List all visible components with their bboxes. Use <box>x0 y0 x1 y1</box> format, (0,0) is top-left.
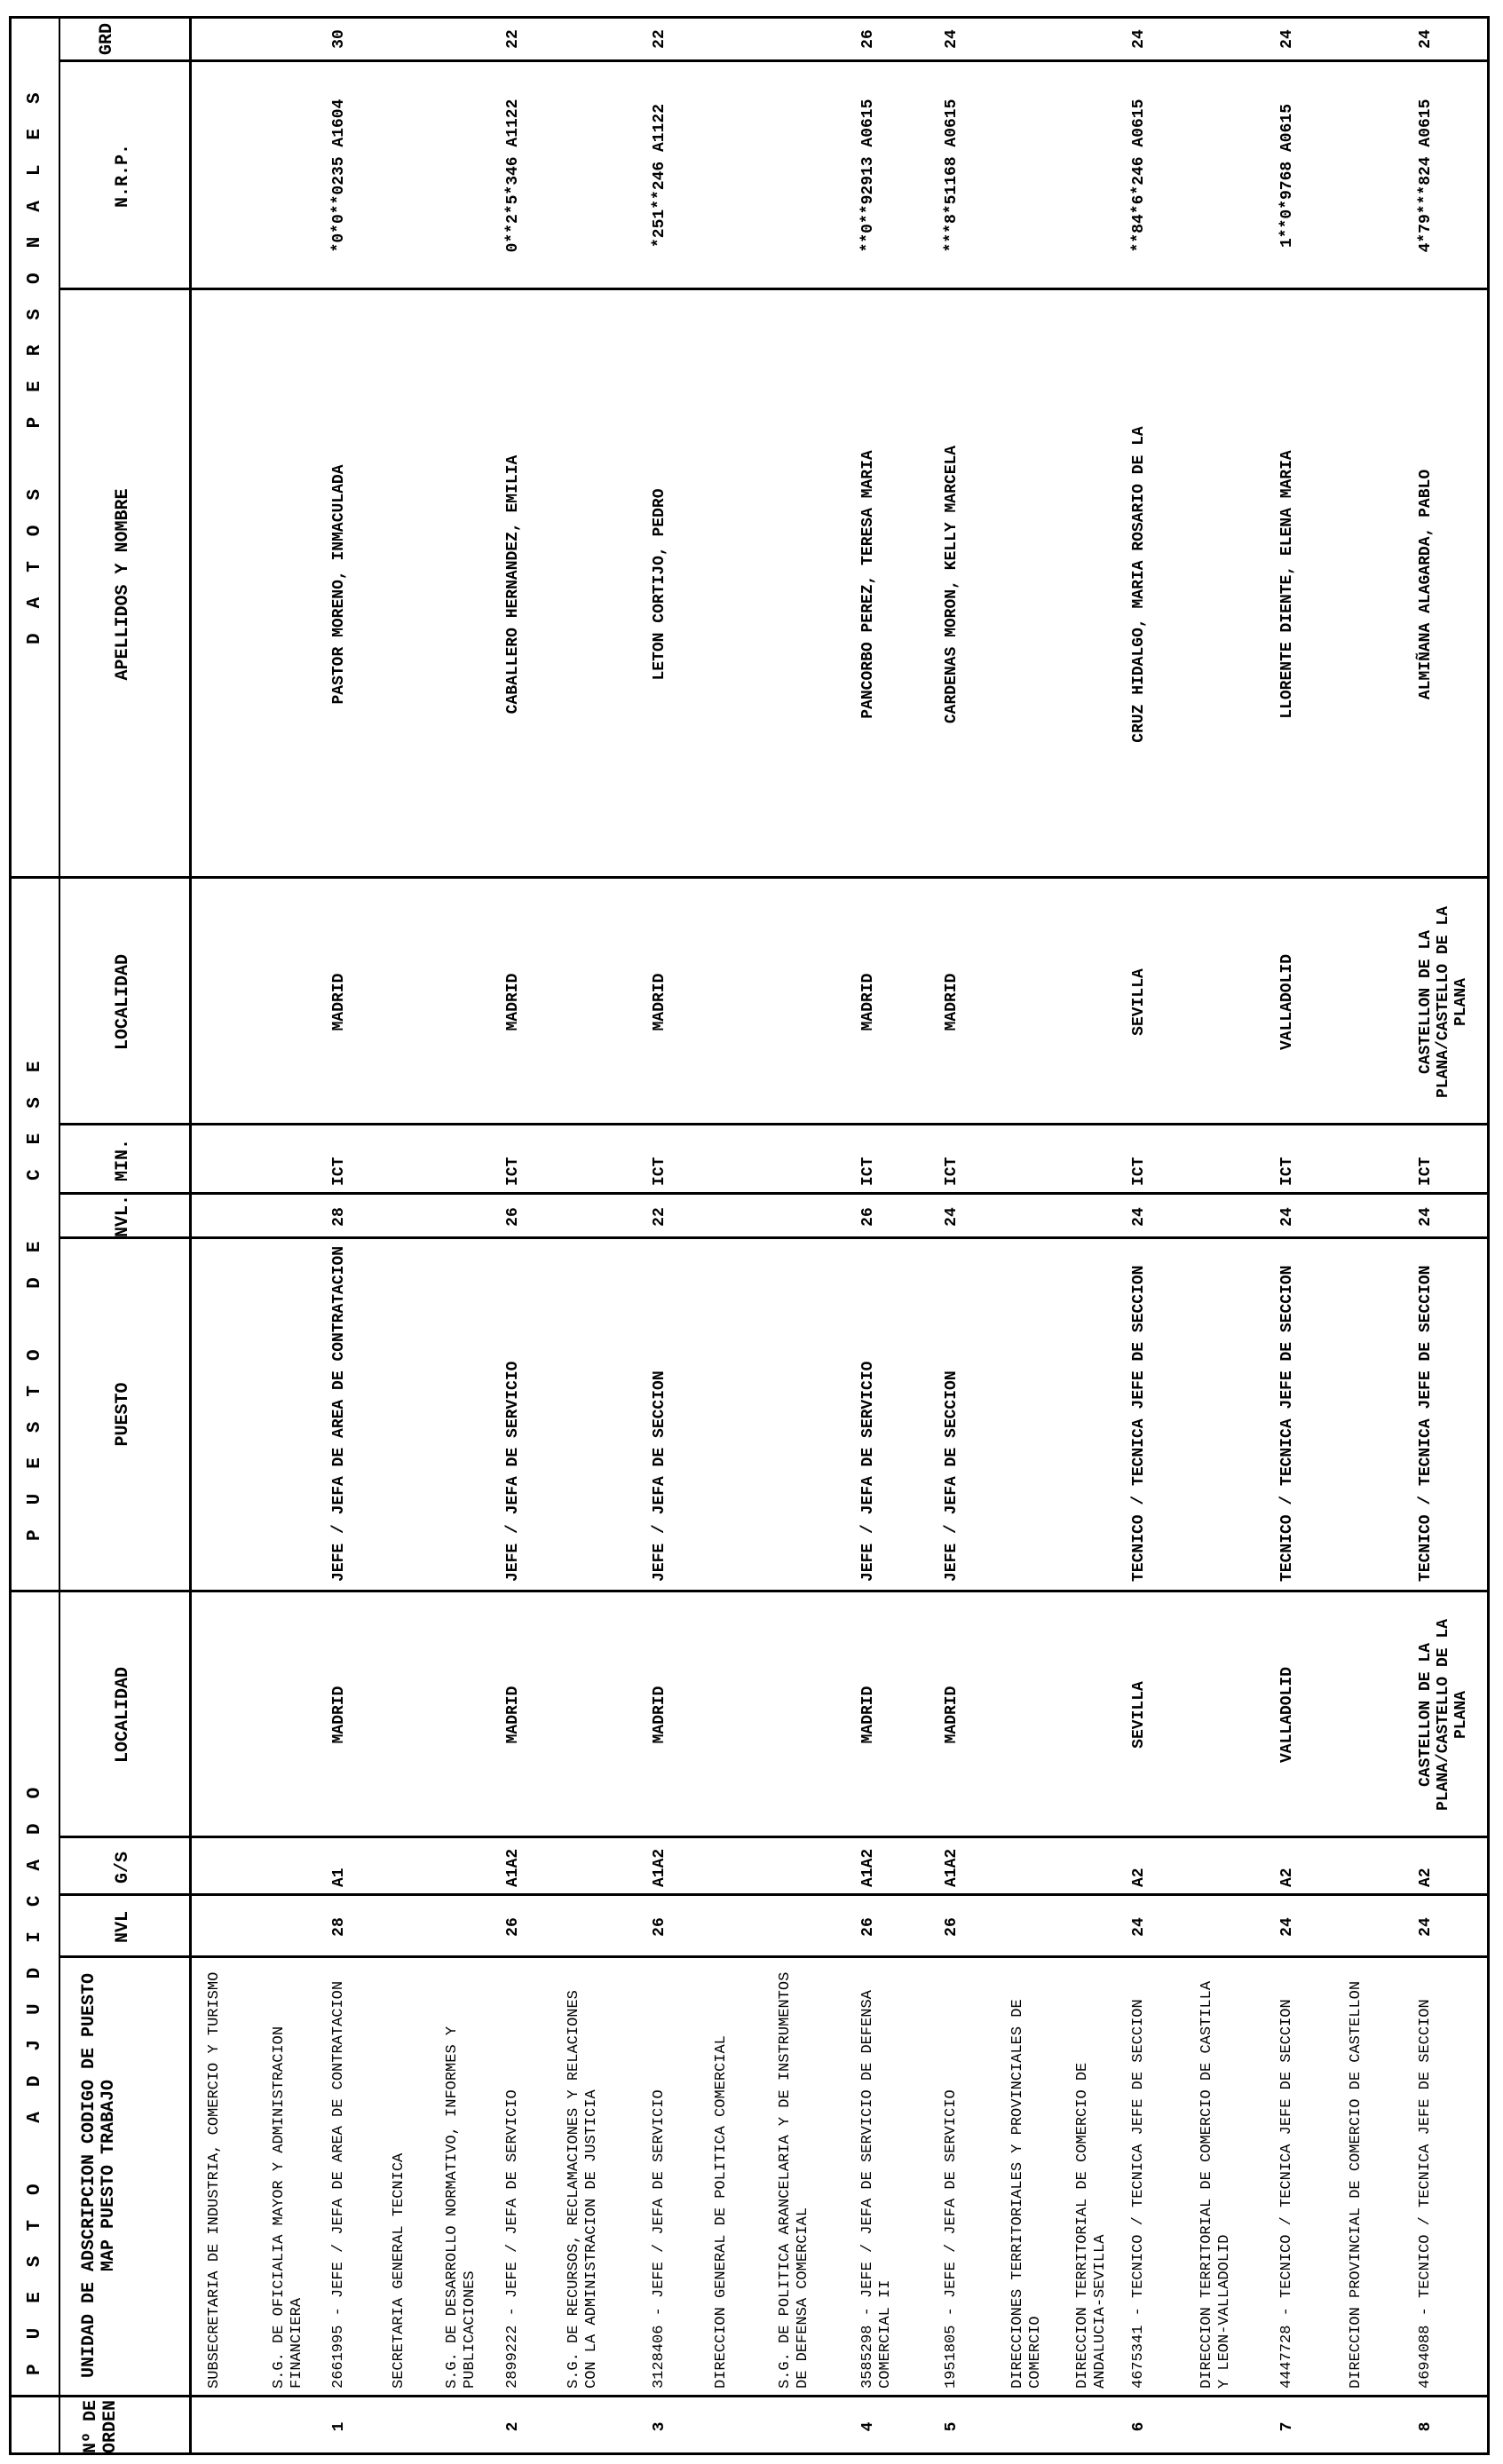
row-orden: 6 <box>1130 2421 1148 2432</box>
row-localidad-cese: MADRID <box>330 973 348 1031</box>
row-gs: A1A2 <box>943 1848 961 1887</box>
row-orden: 4 <box>859 2421 877 2432</box>
row-localidad: MADRID <box>330 1686 348 1744</box>
row-gs: A2 <box>1417 1868 1435 1887</box>
col-line <box>59 288 1490 290</box>
row-apellidos: LLORENTE DIENTE, ELENA MARIA <box>1278 450 1296 719</box>
row-nvl-cese: 24 <box>1278 1207 1296 1227</box>
row-orden: 3 <box>651 2421 668 2432</box>
section-datos-personales: DATOS PERSONALES <box>25 67 45 644</box>
row-puesto-map: 2661995 - JEFE / JEFA DE AREA DE CONTRATACION <box>330 1980 347 2389</box>
row-puesto-map: 4694088 - TECNICO / TECNICA JEFE DE SECCION <box>1417 1999 1434 2389</box>
unit-heading: S.G. DE POLITICA ARANCELARIA Y DE INSTRUMENTOS DE DEFENSA COMERCIAL <box>777 1971 811 2389</box>
row-localidad-cese: MADRID <box>943 973 961 1031</box>
row-nrp: *0*0**0235 A1604 <box>330 99 348 253</box>
row-grd: 24 <box>1130 29 1148 49</box>
row-gs: A1A2 <box>651 1848 668 1887</box>
unit-heading: SECRETARIA GENERAL TECNICA <box>391 2152 407 2389</box>
row-nvl-cese: 28 <box>330 1207 348 1227</box>
header-min: MIN. <box>113 1139 133 1182</box>
row-apellidos: PANCORBO PEREZ, TERESA MARIA <box>859 450 877 719</box>
row-nvl: 26 <box>504 1917 522 1937</box>
row-min: ICT <box>504 1157 522 1186</box>
row-apellidos: CABALLERO HERNANDEZ, EMILIA <box>504 454 522 715</box>
col-line <box>9 2395 1490 2397</box>
row-puesto-cese: TECNICO / TECNICA JEFE DE SECCION <box>1417 1265 1435 1582</box>
unit-heading: S.G. DE DESARROLLO NORMATIVO, INFORMES Y PUBLICACIONES <box>444 2026 479 2389</box>
row-puesto-cese: JEFE / JEFA DE SECCION <box>943 1370 961 1582</box>
header-divider <box>189 16 192 2455</box>
row-grd: 24 <box>943 29 961 49</box>
row-grd: 24 <box>1417 29 1435 49</box>
row-nvl-cese: 22 <box>651 1207 668 1227</box>
row-localidad-cese: MADRID <box>859 973 877 1031</box>
row-grd: 22 <box>651 29 668 49</box>
section-divider <box>59 16 60 2455</box>
col-line <box>59 1123 1490 1125</box>
header-orden: Nº DE ORDEN <box>81 2399 121 2453</box>
row-gs: A2 <box>1130 1868 1148 1887</box>
row-nrp: ***8*51168 A0615 <box>943 99 961 253</box>
header-localidad: LOCALIDAD <box>113 1666 133 1764</box>
row-gs: A1 <box>330 1868 348 1887</box>
row-puesto-map: 4447728 - TECNICO / TECNICA JEFE DE SECCION <box>1278 1999 1295 2389</box>
table-frame <box>9 16 1490 2455</box>
row-nvl-cese: 26 <box>859 1207 877 1227</box>
header-nvl-cese: NVL. <box>113 1194 133 1237</box>
header-unidad: UNIDAD DE ADSCRIPCION CODIGO DE PUESTO MAP PUESTO TRABAJO <box>79 1972 119 2379</box>
header-puesto: PUESTO <box>113 1382 133 1447</box>
header-nrp: N.R.P. <box>113 144 133 209</box>
row-localidad: VALLADOLID <box>1278 1666 1296 1764</box>
row-min: ICT <box>859 1157 877 1186</box>
row-localidad: SEVILLA <box>1130 1681 1148 1749</box>
row-grd: 30 <box>330 29 348 49</box>
row-puesto-cese: TECNICO / TECNICA JEFE DE SECCION <box>1278 1265 1296 1582</box>
row-nvl-cese: 24 <box>1130 1207 1148 1227</box>
row-nrp: **84*6*246 A0615 <box>1130 99 1148 253</box>
row-localidad: MADRID <box>859 1686 877 1744</box>
row-localidad: MADRID <box>943 1686 961 1744</box>
row-min: ICT <box>943 1157 961 1186</box>
unit-heading: DIRECCIONES TERRITORIALES Y PROVINCIALES DE COMERCIO <box>1009 1999 1044 2389</box>
row-grd: 24 <box>1278 29 1296 49</box>
row-orden: 7 <box>1278 2421 1296 2432</box>
section-puesto-adjudicado: PUESTO ADJUDICADO <box>25 1762 45 2375</box>
row-orden: 5 <box>943 2421 961 2432</box>
row-nvl: 26 <box>859 1917 877 1937</box>
row-localidad-cese: MADRID <box>504 973 522 1031</box>
section-puesto-cese: PUESTO DE CESE <box>25 1036 45 1541</box>
row-puesto-map: 2899222 - JEFE / JEFA DE SERVICIO <box>504 2089 521 2389</box>
row-apellidos: CRUZ HIDALGO, MARIA ROSARIO DE LA <box>1130 426 1148 743</box>
row-nvl: 26 <box>943 1917 961 1937</box>
row-puesto-map: 1951805 - JEFE / JEFA DE SERVICIO <box>943 2089 960 2389</box>
row-localidad: MADRID <box>651 1686 668 1744</box>
row-orden: 2 <box>504 2421 522 2432</box>
row-min: ICT <box>1278 1157 1296 1186</box>
row-apellidos: CARDENAS MORON, KELLY MARCELA <box>943 445 961 724</box>
header-apellidos: APELLIDOS Y NOMBRE <box>113 488 133 681</box>
row-nrp: *251**246 A1122 <box>651 103 668 249</box>
row-grd: 26 <box>859 29 877 49</box>
col-line <box>59 1893 1490 1896</box>
col-line <box>59 1836 1490 1838</box>
row-gs: A1A2 <box>859 1848 877 1887</box>
row-puesto-map: 3128406 - JEFE / JEFA DE SERVICIO <box>651 2089 668 2389</box>
row-min: ICT <box>1417 1157 1435 1186</box>
row-grd: 22 <box>504 29 522 49</box>
row-nvl-cese: 24 <box>1417 1207 1435 1227</box>
row-puesto-cese: JEFE / JEFA DE SERVICIO <box>504 1361 522 1582</box>
row-puesto-cese: JEFE / JEFA DE SERVICIO <box>859 1361 877 1582</box>
row-nvl-cese: 26 <box>504 1207 522 1227</box>
row-localidad-cese: VALLADOLID <box>1278 953 1296 1051</box>
unit-heading: DIRECCION TERRITORIAL DE COMERCIO DE CASTILLA Y LEON-VALLADOLID <box>1198 1980 1233 2389</box>
unit-heading: DIRECCION PROVINCIAL DE COMERCIO DE CASTELLON <box>1348 1980 1365 2389</box>
row-apellidos: PASTOR MORENO, INMACULADA <box>330 464 348 705</box>
row-nvl: 24 <box>1417 1917 1435 1937</box>
row-puesto-map: 4675341 - TECNICO / TECNICA JEFE DE SECCION <box>1130 1999 1147 2389</box>
unit-heading: DIRECCION TERRITORIAL DE COMERCIO DE ANDALUCIA-SEVILLA <box>1074 2062 1109 2389</box>
col-line <box>59 1192 1490 1195</box>
row-min: ICT <box>1130 1157 1148 1186</box>
unit-heading: DIRECCION GENERAL DE POLITICA COMERCIAL <box>713 2035 730 2389</box>
unit-heading: SUBSECRETARIA DE INDUSTRIA, COMERCIO Y TURISMO <box>206 1971 223 2389</box>
col-line <box>59 1236 1490 1239</box>
row-nrp: 4*79***824 A0615 <box>1417 99 1435 253</box>
header-gs: G/S <box>113 1852 133 1884</box>
col-line <box>59 59 1490 62</box>
unit-heading: S.G. DE RECURSOS, RECLAMACIONES Y RELACIONES CON LA ADMINISTRACION DE JUSTICIA <box>566 1990 600 2389</box>
row-puesto-cese: JEFE / JEFA DE AREA DE CONTRATACION <box>330 1245 348 1582</box>
row-localidad-cese: MADRID <box>651 973 668 1031</box>
row-nrp: 0**2*5*346 A1122 <box>504 99 522 253</box>
row-localidad: CASTELLON DE LA PLANA/CASTELLO DE LA PLANA <box>1417 1618 1470 1812</box>
row-localidad-cese: CASTELLON DE LA PLANA/CASTELLO DE LA PLANA <box>1417 905 1470 1099</box>
row-min: ICT <box>651 1157 668 1186</box>
row-nvl: 24 <box>1130 1917 1148 1937</box>
row-apellidos: ALMIÑANA ALAGARDA, PABLO <box>1417 469 1435 700</box>
row-nvl: 26 <box>651 1917 668 1937</box>
row-min: ICT <box>330 1157 348 1186</box>
col-line <box>9 876 1490 879</box>
unit-heading: S.G. DE OFICIALIA MAYOR Y ADMINISTRACION FINANCIERA <box>271 2026 305 2389</box>
row-nvl: 24 <box>1278 1917 1296 1937</box>
row-puesto-cese: TECNICO / TECNICA JEFE DE SECCION <box>1130 1265 1148 1582</box>
row-nrp: 1**0*9768 A0615 <box>1278 103 1296 249</box>
row-nvl-cese: 24 <box>943 1207 961 1227</box>
col-line <box>9 1590 1490 1592</box>
row-apellidos: LETON CORTIJO, PEDRO <box>651 488 668 681</box>
row-puesto-map: 3585298 - JEFE / JEFA DE SERVICIO DE DEFENSA COMERCIAL II <box>859 1990 894 2389</box>
header-localidad-cese: LOCALIDAD <box>113 953 133 1051</box>
col-line <box>59 1955 1490 1958</box>
row-localidad-cese: SEVILLA <box>1130 968 1148 1036</box>
header-nvl: NVL <box>113 1911 133 1944</box>
row-nvl: 28 <box>330 1917 348 1937</box>
row-orden: 8 <box>1417 2421 1435 2432</box>
header-grd: GRD <box>97 23 117 56</box>
row-gs: A1A2 <box>504 1848 522 1887</box>
row-orden: 1 <box>330 2421 348 2432</box>
row-localidad: MADRID <box>504 1686 522 1744</box>
row-nrp: **0**92913 A0615 <box>859 99 877 253</box>
row-gs: A2 <box>1278 1868 1296 1887</box>
row-puesto-cese: JEFE / JEFA DE SECCION <box>651 1370 668 1582</box>
